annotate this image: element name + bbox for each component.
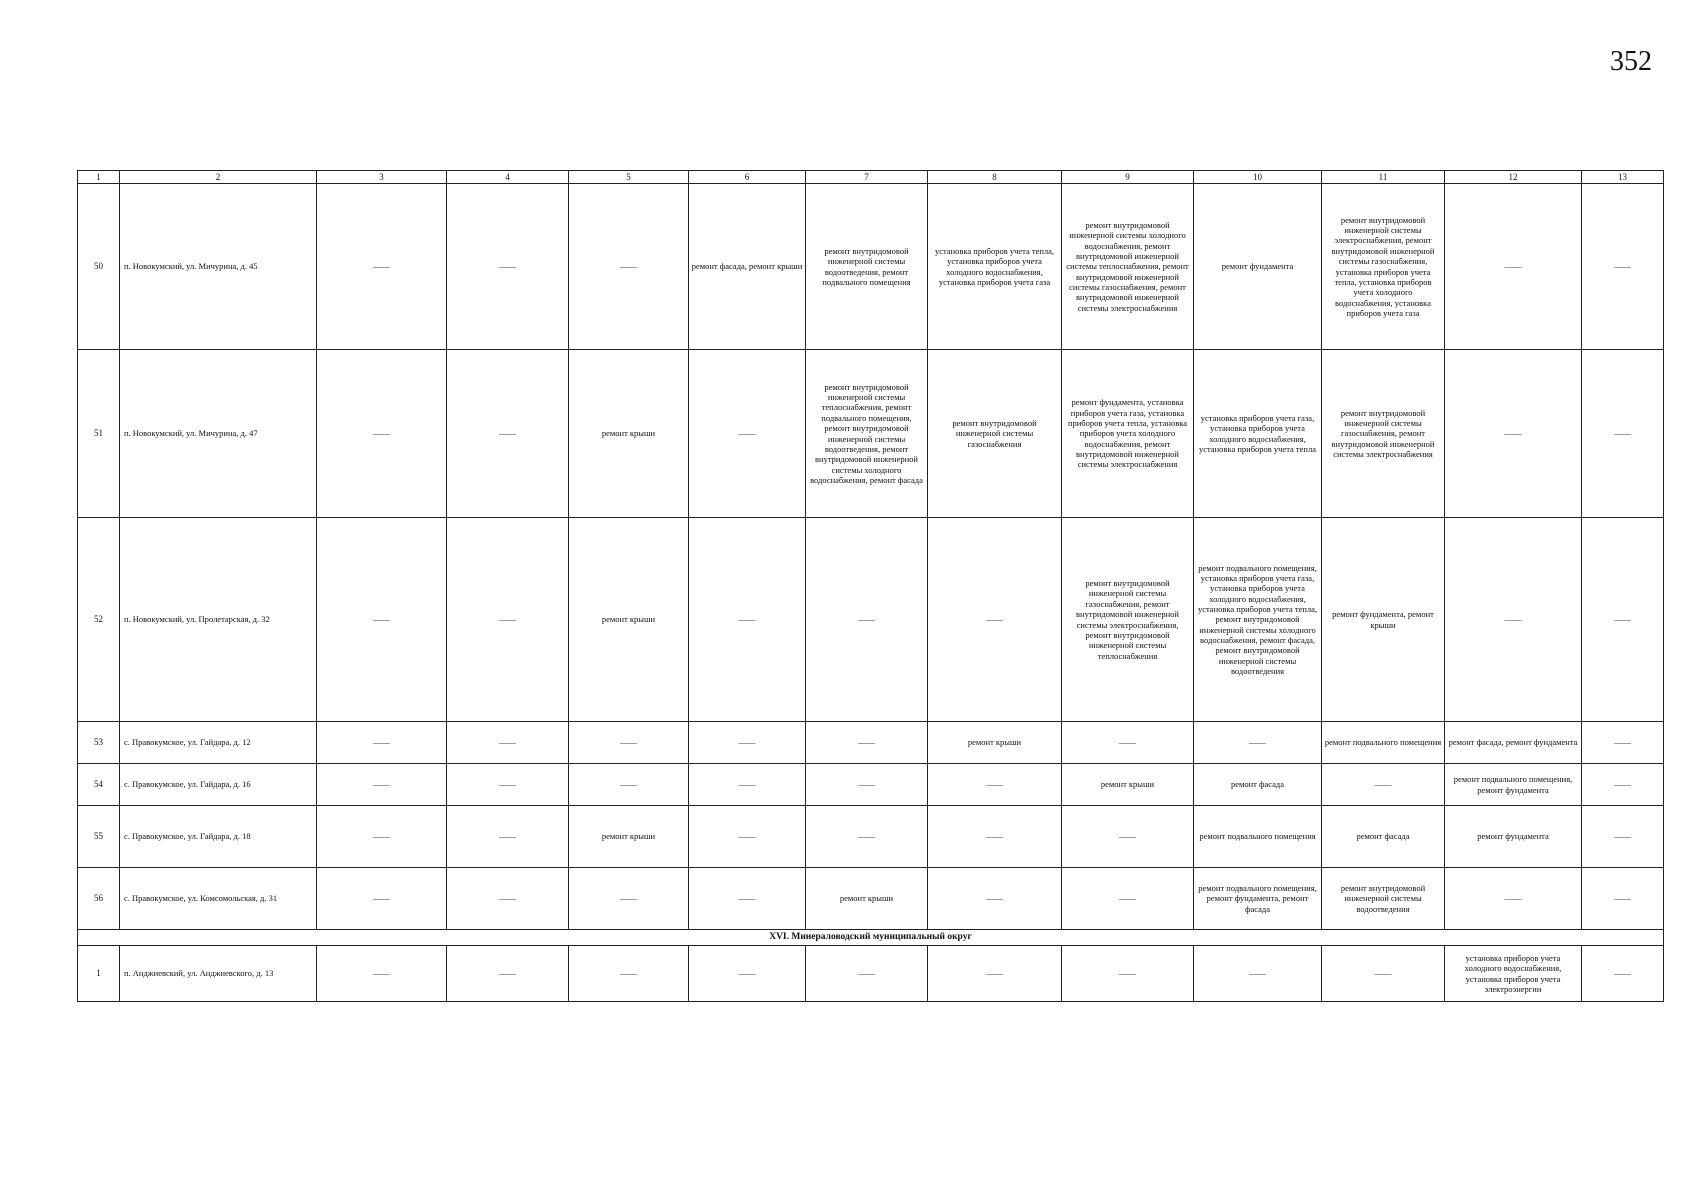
- table-row: [78, 806, 1664, 868]
- work-cell: ремонт внутридомовой инженерной системы теплоснабжения, ремонт подвального помещения, ремонт внутридомовой инженерной системы водоотведения, ремонт внутридомовой инженерной системы холодного водоснабжения, ремонт фасада: [806, 350, 928, 518]
- work-cell: ——: [1582, 868, 1664, 930]
- work-cell: ——: [1062, 806, 1194, 868]
- work-cell: ремонт крыши: [569, 806, 689, 868]
- work-cell: ——: [1322, 764, 1445, 806]
- work-cell: ——: [1322, 946, 1445, 1002]
- work-cell: ——: [569, 722, 689, 764]
- work-cell: ——: [1194, 722, 1322, 764]
- row-number: 53: [78, 722, 120, 764]
- row-number: 55: [78, 806, 120, 868]
- work-cell: ——: [928, 764, 1062, 806]
- work-cell: ——: [447, 868, 569, 930]
- work-cell: ——: [1062, 946, 1194, 1002]
- address-cell: п. Анджиевский, ул. Анджиевского, д. 13: [120, 946, 317, 1002]
- work-cell: ——: [1062, 868, 1194, 930]
- work-cell: ——: [689, 722, 806, 764]
- work-cell: ——: [569, 946, 689, 1002]
- work-cell: ——: [569, 184, 689, 350]
- work-cell: ремонт фундамента: [1194, 184, 1322, 350]
- column-number: 5: [569, 171, 689, 184]
- address-cell: п. Новокумский, ул. Мичурина, д. 45: [120, 184, 317, 350]
- work-cell: ——: [806, 764, 928, 806]
- work-cell: ——: [317, 806, 447, 868]
- work-cell: ——: [689, 868, 806, 930]
- section-header-row: [78, 930, 1664, 946]
- address-cell: п. Новокумский, ул. Мичурина, д. 47: [120, 350, 317, 518]
- column-number: 12: [1445, 171, 1582, 184]
- work-cell: ——: [1582, 184, 1664, 350]
- work-cell: установка приборов учета газа, установка приборов учета холодного водоснабжения, установка приборов учета тепла: [1194, 350, 1322, 518]
- table-body: [78, 171, 1664, 1002]
- work-cell: ——: [1445, 350, 1582, 518]
- column-number: 9: [1062, 171, 1194, 184]
- work-cell: ——: [1582, 806, 1664, 868]
- work-cell: ——: [928, 806, 1062, 868]
- page-number: 352: [1610, 46, 1652, 77]
- work-cell: ——: [317, 722, 447, 764]
- column-number-row: [78, 171, 1664, 184]
- work-cell: ремонт фасада: [1194, 764, 1322, 806]
- work-cell: ——: [1445, 868, 1582, 930]
- work-cell: ремонт крыши: [569, 350, 689, 518]
- work-cell: ——: [1445, 518, 1582, 722]
- table-row: [78, 518, 1664, 722]
- work-cell: ——: [317, 868, 447, 930]
- work-cell: ——: [1582, 722, 1664, 764]
- work-cell: ——: [1062, 722, 1194, 764]
- work-cell: ремонт внутридомовой инженерной системы холодного водоснабжения, ремонт внутридомовой инженерной системы теплоснабжения, ремонт внутридомовой инженерной системы газоснабжения, ремонт внутридомовой инженерной системы электроснабжения: [1062, 184, 1194, 350]
- work-cell: ——: [928, 946, 1062, 1002]
- row-number: 50: [78, 184, 120, 350]
- section-title: XVI. Минераловодский муниципальный округ: [78, 930, 1664, 946]
- work-cell: ремонт крыши: [928, 722, 1062, 764]
- column-number: 4: [447, 171, 569, 184]
- row-number: 56: [78, 868, 120, 930]
- address-cell: с. Правокумское, ул. Гайдара, д. 12: [120, 722, 317, 764]
- work-cell: ——: [806, 946, 928, 1002]
- work-cell: ——: [447, 764, 569, 806]
- row-number: 51: [78, 350, 120, 518]
- repair-schedule-table: [77, 170, 1664, 1002]
- work-cell: ремонт подвального помещения: [1194, 806, 1322, 868]
- work-cell: ремонт крыши: [569, 518, 689, 722]
- work-cell: ремонт фундамента, установка приборов учета газа, установка приборов учета тепла, установка приборов учета холодного водоснабжения, ремонт внутридомовой инженерной системы электроснабжения: [1062, 350, 1194, 518]
- work-cell: ——: [1582, 764, 1664, 806]
- column-number: 3: [317, 171, 447, 184]
- column-number: 2: [120, 171, 317, 184]
- work-cell: ——: [806, 518, 928, 722]
- work-cell: ——: [689, 764, 806, 806]
- work-cell: ремонт внутридомовой инженерной системы газоснабжения: [928, 350, 1062, 518]
- table-row: [78, 946, 1664, 1002]
- work-cell: ремонт фундамента: [1445, 806, 1582, 868]
- row-number: 54: [78, 764, 120, 806]
- address-cell: с. Правокумское, ул. Комсомольская, д. 31: [120, 868, 317, 930]
- address-cell: п. Новокумский, ул. Пролетарская, д. 32: [120, 518, 317, 722]
- work-cell: установка приборов учета тепла, установка приборов учета холодного водоснабжения, установка приборов учета газа: [928, 184, 1062, 350]
- work-cell: ——: [1445, 184, 1582, 350]
- work-cell: ремонт внутридомовой инженерной системы газоснабжения, ремонт внутридомовой инженерной системы электроснабжения: [1322, 350, 1445, 518]
- table-row: [78, 868, 1664, 930]
- work-cell: ——: [447, 350, 569, 518]
- work-cell: ——: [569, 764, 689, 806]
- column-number: 1: [78, 171, 120, 184]
- work-cell: ——: [317, 764, 447, 806]
- work-cell: ——: [569, 868, 689, 930]
- work-cell: ремонт фасада, ремонт фундамента: [1445, 722, 1582, 764]
- work-cell: ремонт подвального помещения, установка приборов учета газа, установка приборов учета холодного водоснабжения, установка приборов учета тепла, ремонт внутридомовой инженерной системы холодного водоснабжения, ремонт фасада, ремонт внутридомовой инженерной системы водоотведения: [1194, 518, 1322, 722]
- column-number: 8: [928, 171, 1062, 184]
- work-cell: ——: [689, 350, 806, 518]
- work-cell: ——: [447, 722, 569, 764]
- work-cell: ремонт внутридомовой инженерной системы электроснабжения, ремонт внутридомовой инженерной системы газоснабжения, установка приборов учета тепла, установка приборов учета холодного водоснабжения, установка приборов учета газа: [1322, 184, 1445, 350]
- work-cell: ——: [1582, 946, 1664, 1002]
- address-cell: с. Правокумское, ул. Гайдара, д. 18: [120, 806, 317, 868]
- work-cell: ремонт внутридомовой инженерной системы водоотведения, ремонт подвального помещения: [806, 184, 928, 350]
- work-cell: ——: [317, 518, 447, 722]
- column-number: 10: [1194, 171, 1322, 184]
- work-cell: ——: [317, 184, 447, 350]
- work-cell: ремонт подвального помещения, ремонт фундамента, ремонт фасада: [1194, 868, 1322, 930]
- work-cell: ——: [689, 518, 806, 722]
- work-cell: ремонт фасада, ремонт крыши: [689, 184, 806, 350]
- work-cell: ——: [689, 946, 806, 1002]
- work-cell: ——: [1582, 518, 1664, 722]
- work-cell: ремонт крыши: [806, 868, 928, 930]
- column-number: 7: [806, 171, 928, 184]
- row-number: 1: [78, 946, 120, 1002]
- work-cell: ——: [689, 806, 806, 868]
- work-cell: ——: [928, 518, 1062, 722]
- work-cell: ——: [928, 868, 1062, 930]
- work-cell: ——: [317, 946, 447, 1002]
- table-row: [78, 764, 1664, 806]
- work-cell: ——: [317, 350, 447, 518]
- work-cell: ремонт подвального помещения, ремонт фундамента: [1445, 764, 1582, 806]
- address-cell: с. Правокумское, ул. Гайдара, д. 16: [120, 764, 317, 806]
- work-cell: ремонт внутридомовой инженерной системы газоснабжения, ремонт внутридомовой инженерной системы электроснабжения, ремонт внутридомовой инженерной системы теплоснабжения: [1062, 518, 1194, 722]
- work-cell: ——: [1194, 946, 1322, 1002]
- work-cell: ремонт внутридомовой инженерной системы водоотведения: [1322, 868, 1445, 930]
- table-row: [78, 184, 1664, 350]
- work-cell: установка приборов учета холодного водоснабжения, установка приборов учета электроэнергии: [1445, 946, 1582, 1002]
- row-number: 52: [78, 518, 120, 722]
- work-cell: ——: [447, 806, 569, 868]
- work-cell: ——: [447, 184, 569, 350]
- column-number: 13: [1582, 171, 1664, 184]
- work-cell: ремонт фундамента, ремонт крыши: [1322, 518, 1445, 722]
- column-number: 11: [1322, 171, 1445, 184]
- work-cell: ——: [806, 806, 928, 868]
- column-number: 6: [689, 171, 806, 184]
- work-cell: ремонт подвального помещения: [1322, 722, 1445, 764]
- work-cell: ——: [1582, 350, 1664, 518]
- table-row: [78, 350, 1664, 518]
- work-cell: ——: [447, 518, 569, 722]
- work-cell: ремонт крыши: [1062, 764, 1194, 806]
- work-cell: ремонт фасада: [1322, 806, 1445, 868]
- work-cell: ——: [447, 946, 569, 1002]
- work-cell: ——: [806, 722, 928, 764]
- table-row: [78, 722, 1664, 764]
